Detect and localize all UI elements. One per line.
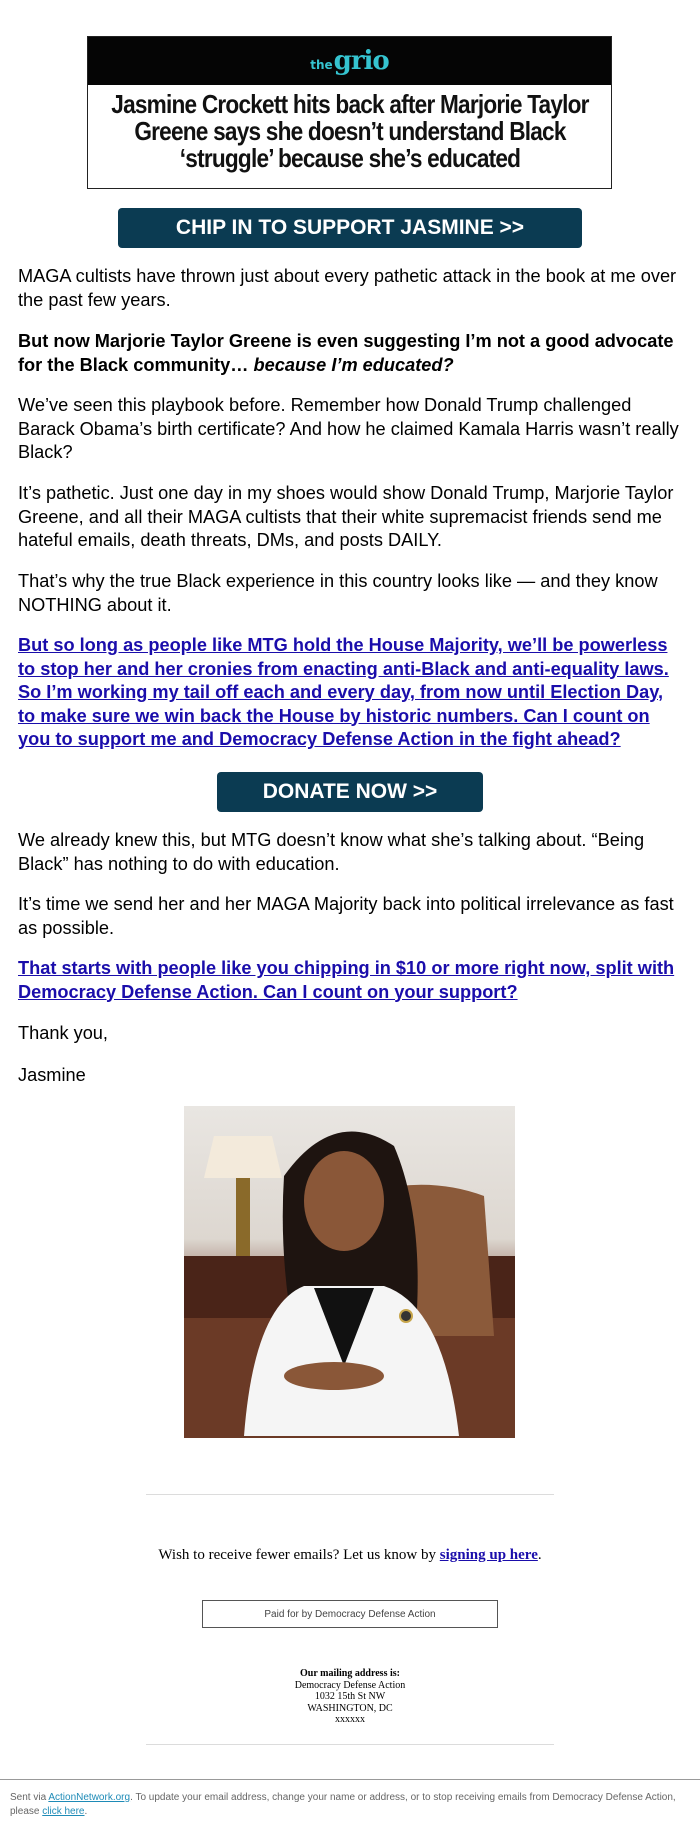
face [304,1151,384,1251]
lamp-shade [204,1136,282,1178]
closing-thanks: Thank you, [18,1023,108,1043]
paragraph-education: We already knew this, but MTG doesn’t know what she’s talking about. “Being Black” has nothing to do with education. [18,830,645,874]
mailing-address [0,1668,700,1726]
paragraph-mtg-bold: But now Marjorie Taylor Greene is even suggesting I’m not a good advocate for the Black community… [18,331,674,375]
update-email-text: . To update your email address, change your name or address, or to stop receiving emails from Democracy Defense Action, please [10,1792,676,1817]
paragraph-pathetic: It’s pathetic. Just one day in my shoes would show Donald Trump, Marjorie Taylor Greene, and all their MAGA cultists that their white supremacist friends send me hateful emails, death threats, DMs, and posts DAILY. [18,483,674,550]
article-headline: Jasmine Crockett hits back after Marjorie Taylor Greene says she doesn’t understand Black ‘struggle’ because she’s educated [111,89,589,173]
mailing-address-org: Democracy Defense Action [294,1679,406,1691]
candidate-photo [184,1106,515,1438]
footer-divider-top [146,1494,554,1495]
link-house-majority[interactable]: But so long as people like MTG hold the House Majority, we’ll be powerless to stop her and her cronies from enacting anti-Black and anti-equality laws. So I’m working my tail off each and every day, from now until Election Day, to make sure we win back the House by historic numbers. Can I count on you to support me and Democracy Defense Action in the fight ahead? [18,635,669,749]
paid-for-text: Paid for by Democracy Defense Action [264,1608,436,1620]
hands [284,1362,384,1390]
link-chip-in-10[interactable]: That starts with people like you chipping in $10 or more right now, split with Democracy Defense Action. Can I count on your support? [18,958,675,1002]
bottom-period: . [84,1806,88,1817]
donate-now-button[interactable]: DONATE NOW >> [217,772,483,812]
sent-via-text: Sent via [10,1792,49,1803]
fewer-emails-period: . [537,1547,542,1563]
paragraph-irrelevance: It’s time we send her and her MAGA Majority back into political irrelevance as fast as possible. [18,894,674,938]
fewer-emails-text: Wish to receive fewer emails? Let us know by [158,1547,440,1563]
thegrio-logo [310,46,389,76]
mailing-address-city: WASHINGTON, DC [307,1702,393,1714]
chip-in-button[interactable]: CHIP IN TO SUPPORT JASMINE >> [118,208,582,248]
signing-up-here-link[interactable]: signing up here [439,1547,538,1563]
paragraph-mtg [18,330,682,377]
lapel-pin [400,1310,412,1322]
mailing-address-zip: xxxxxx [335,1714,365,1725]
footer-divider-bottom [146,1744,554,1745]
photo-illustration [184,1106,515,1438]
action-network-link[interactable]: ActionNetwork.org [48,1792,131,1803]
logo-grio: grio [333,46,389,76]
paragraph-experience: That’s why the true Black experience in this country looks like — and they know NOTHING about it. [18,571,658,615]
mailing-address-label: Our mailing address is: [300,1668,400,1679]
paid-for-disclaimer [202,1600,498,1628]
article-header-image[interactable] [87,36,612,189]
signature: Jasmine [18,1065,86,1085]
logo-band [88,37,611,85]
action-network-footer [10,1791,690,1819]
click-here-link[interactable]: click here [42,1806,85,1817]
paragraph-mtg-italic: because I’m educated? [253,354,454,375]
fewer-emails-line [0,1547,700,1564]
mailing-address-street: 1032 15th St NW [314,1691,386,1702]
paragraph-playbook: We’ve seen this playbook before. Remember how Donald Trump challenged Barack Obama’s birth certificate? And how he claimed Kamala Harris wasn’t really Black? [18,395,679,462]
logo-the: the [310,58,333,72]
action-network-divider [0,1779,700,1780]
paragraph-intro: MAGA cultists have thrown just about every pathetic attack in the book at me over the past few years. [18,266,677,310]
